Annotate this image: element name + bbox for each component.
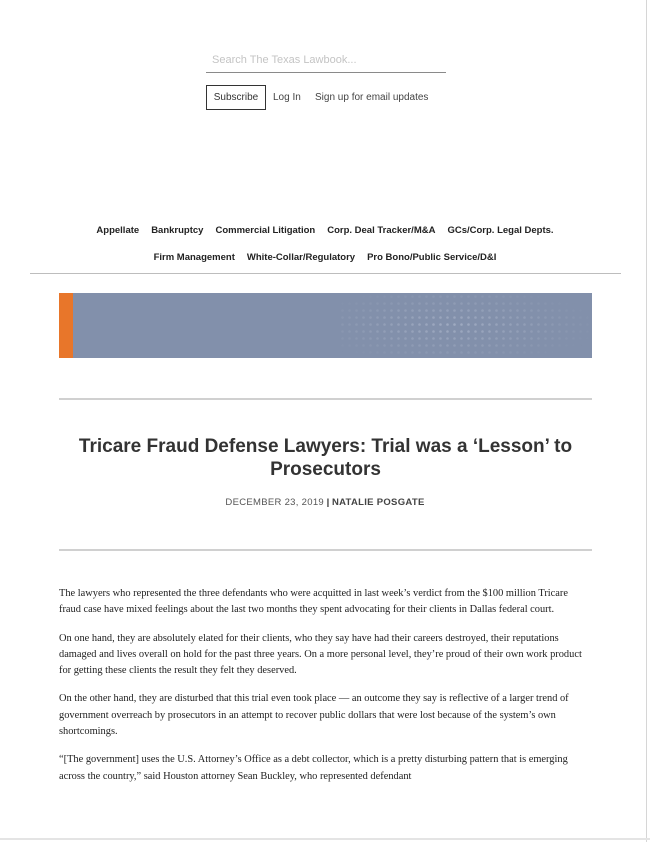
subscribe-button[interactable]: Subscribe	[206, 85, 266, 110]
page-bottom-rule	[0, 838, 650, 840]
ad-banner[interactable]	[59, 293, 592, 358]
article-paragraph: “[The government] uses the U.S. Attorney’s Office as a debt collector, which is a pretty disturbing pattern that is emerging across the country,” said Houston attorney Sean Buckley, who represented defendant	[59, 754, 568, 782]
nav-link-bankruptcy[interactable]: Bankruptcy	[151, 225, 204, 236]
article-body	[59, 586, 591, 797]
article-author-link[interactable]: NATALIE POSGATE	[331, 497, 425, 508]
article-header-divider	[59, 549, 592, 551]
category-nav-row-2	[0, 252, 650, 263]
nav-link-appellate[interactable]: Appellate	[96, 225, 140, 236]
article-paragraph: The lawyers who represented the three defendants who were acquitted in last week’s verdict from the $100 million Tricare fraud case have mixed feelings about the last two months they spent advocating for their clients in Dallas federal court.	[59, 588, 568, 616]
nav-link-commercial-litigation[interactable]: Commercial Litigation	[215, 225, 316, 236]
nav-link-white-collar[interactable]: White-Collar/Regulatory	[246, 252, 356, 263]
banner-accent-bar	[59, 293, 73, 358]
login-link[interactable]: Log In	[273, 92, 301, 103]
search-input[interactable]	[206, 50, 446, 70]
byline-separator: |	[326, 497, 330, 508]
email-signup-link[interactable]: Sign up for email updates	[315, 92, 429, 103]
banner-dot-pattern	[339, 293, 592, 358]
article-paragraph: On the other hand, they are disturbed that this trial even took place — an outcome they say is reflective of a larger trend of government overreach by prosecutors in an attempt to recover public dollars that were lost because of the system’s own shortcomings.	[59, 693, 569, 738]
article-title: Tricare Fraud Defense Lawyers: Trial was a ‘Lesson’ to Prosecutors	[78, 436, 573, 480]
article-date: DECEMBER 23, 2019	[225, 497, 324, 508]
search-bar[interactable]	[206, 50, 446, 73]
article-top-divider	[59, 398, 592, 400]
category-nav-row-1	[0, 225, 650, 236]
nav-link-pro-bono[interactable]: Pro Bono/Public Service/D&I	[367, 252, 497, 263]
nav-divider	[30, 273, 621, 274]
nav-link-firm-management[interactable]: Firm Management	[153, 252, 235, 263]
page-edge-rule	[646, 0, 647, 842]
nav-link-corp-deal-tracker[interactable]: Corp. Deal Tracker/M&A	[327, 225, 436, 236]
article-byline	[0, 497, 650, 508]
nav-link-gcs-corp-legal[interactable]: GCs/Corp. Legal Depts.	[447, 225, 554, 236]
article-paragraph: On one hand, they are absolutely elated for their clients, who they say have had their careers destroyed, their reputations damaged and lives overall on hold for the past three years. On a more personal level, they’re proud of their own work product for getting these clients the result they felt they deserved.	[59, 632, 582, 677]
